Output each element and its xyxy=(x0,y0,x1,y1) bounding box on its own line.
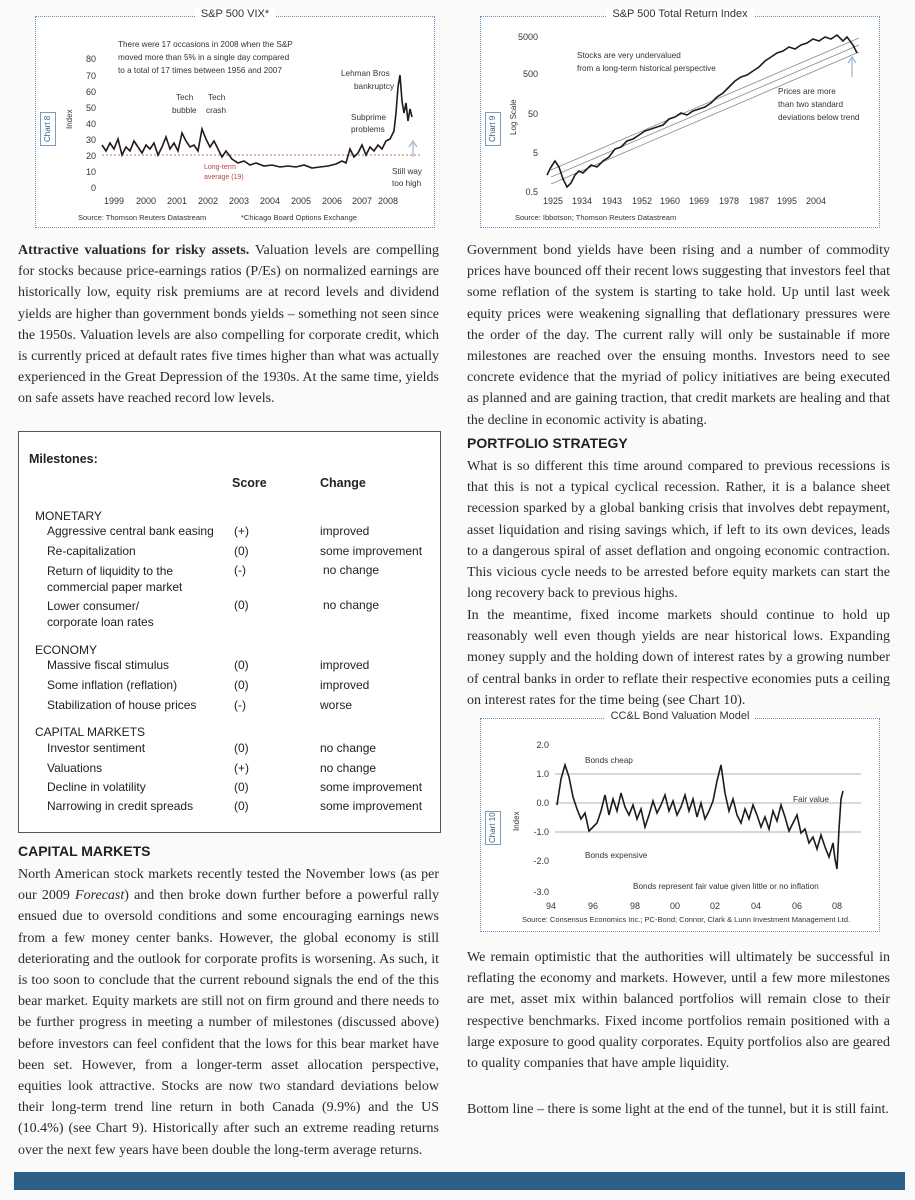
milestones-item: Lower consumer/ corporate loan rates xyxy=(47,599,154,629)
chart-8-xtick: 1999 xyxy=(103,196,125,206)
milestones-item: Massive fiscal stimulus xyxy=(47,658,170,672)
milestones-score: (0) xyxy=(234,741,249,755)
milestones-change: improved xyxy=(320,658,370,672)
chart-8-vix xyxy=(35,8,435,228)
valuations-heading: Attractive valuations for risky assets. xyxy=(18,243,250,258)
chart-8-xtick: 2006 xyxy=(321,196,343,206)
chart-10-ylabel: Index xyxy=(512,811,521,831)
milestones-table xyxy=(18,431,441,833)
chart-8-ytick: 50 xyxy=(85,103,96,113)
chart-8-label-still-high: too high xyxy=(392,179,422,188)
milestones-change: no change xyxy=(320,761,377,775)
chart-10-xtick: 04 xyxy=(750,901,762,911)
chart-8-ytick: 30 xyxy=(85,135,96,145)
chart-10-ytick: 2.0 xyxy=(536,740,549,750)
chart-8-title: S&P 500 VIX* xyxy=(195,8,275,20)
milestones-item: Narrowing in credit spreads xyxy=(47,799,194,813)
chart-8-footnote: *Chicago Board Options Exchange xyxy=(241,213,357,222)
chart-8-ytick: 40 xyxy=(85,119,96,129)
chart-8-xtick: 2007 xyxy=(351,196,373,206)
chart-8-label-tech-crash: crash xyxy=(206,106,227,115)
milestones-change: improved xyxy=(320,678,370,692)
milestones-item: Aggressive central bank easing xyxy=(47,524,214,538)
milestones-item: Re-capitalization xyxy=(47,544,136,558)
milestones-item: Investor sentiment xyxy=(47,741,146,755)
chart-10-ytick: -1.0 xyxy=(533,827,549,837)
chart-9-tag: Chart 9 xyxy=(485,112,501,146)
chart-9-xtick: 1969 xyxy=(688,196,710,206)
chart-10-xtick: 06 xyxy=(791,901,803,911)
chart-8-label-still-high: Still way xyxy=(392,167,423,176)
footer-bar xyxy=(14,1172,905,1190)
chart-10-ytick: 0.0 xyxy=(536,798,549,808)
chart-8-annotation: moved more than 5% in a single day compared xyxy=(118,53,290,62)
chart-8-label-tech-bubble: bubble xyxy=(172,106,197,115)
capital-markets-text-b: ) and then broke down further before a powerful rally ensued due to oversold conditions and some encouraging earnings news from a few money center banks. However, the global economy is still deteriorating and the outlook for corporate profits is worsening. As such, it is too soon to conclude that the current rebound signals the end of the this bear market. Equity markets are still not on firm ground and there needs to be further progress in meeting a number of milestones (discussed above) before investors can feel confident that the lows for this bear market have been set. However, from a longer-term asset allocation perspective, equities look attractive. Stocks are now two standard deviations below their long-term trend line return in both Canada (9.9%) and the US (10.4%) (see Chart 9). Historically after such an extreme reading returns over the next few years have been double the long-term average returns. xyxy=(18,888,440,1158)
milestones-change: some improvement xyxy=(320,780,423,794)
milestones-title: Milestones: xyxy=(29,452,98,466)
chart-8-annotation: to a total of 17 times between 1956 and 2007 xyxy=(118,66,282,75)
valuations-text: Valuation levels are compelling for stocks because price-earnings ratios (P/Es) on normalized earnings are historically low, equity risk premiums are at record levels and dividend yields are higher than government bonds yields – something not seen since the 1950s. Valuation levels are also compelling for corporate credit, which is currently priced at default rates five times higher than what was actually experienced in the Great Depression of the 1930s. At the same time, yields on safe assets have reached record low levels. xyxy=(18,243,439,407)
milestones-item: Return of liquidity to the commercial paper market xyxy=(47,564,183,594)
milestones-score: (0) xyxy=(234,544,249,558)
chart-10-ytick: -2.0 xyxy=(533,856,549,866)
chart-10-xtick: 02 xyxy=(709,901,721,911)
chart-9-sp500-total-return xyxy=(480,8,880,228)
chart-10-xtick: 96 xyxy=(587,901,599,911)
chart-9-label-undervalued: Stocks are very undervalued xyxy=(577,51,681,60)
milestones-group-name: ECONOMY xyxy=(35,643,98,657)
milestones-item: Some inflation (reflation) xyxy=(47,678,178,692)
milestones-score: (0) xyxy=(234,678,249,692)
chart-9-label-more: Prices are more xyxy=(778,87,836,96)
chart-8-ytick: 10 xyxy=(85,167,96,177)
chart-8-xtick: 2001 xyxy=(166,196,188,206)
chart-10-title: CC&L Bond Valuation Model xyxy=(605,710,756,722)
milestones-change: no change xyxy=(323,598,380,612)
milestones-col-score: Score xyxy=(232,476,267,490)
chart-9-label-more: than two standard xyxy=(778,100,844,109)
milestones-change: improved xyxy=(320,524,370,538)
chart-9-ytick: 50 xyxy=(527,109,538,119)
milestones-score: (0) xyxy=(234,598,249,612)
chart-10-xtick: 94 xyxy=(545,901,557,911)
bottom-line-paragraph: Bottom line – there is some light at the end of the tunnel, but it is still faint. xyxy=(467,1102,889,1117)
milestones-group-name: MONETARY xyxy=(35,509,102,523)
chart-8-ytick: 60 xyxy=(85,87,96,97)
forecast-title: Forecast xyxy=(75,888,125,904)
chart-10-ytick: -3.0 xyxy=(533,887,549,897)
chart-8-ytick: 80 xyxy=(85,54,96,64)
milestones-score: (-) xyxy=(234,698,246,712)
chart-10-xtick: 98 xyxy=(629,901,641,911)
chart-8-source: Source: Thomson Reuters Datastream xyxy=(78,213,207,222)
chart-8-xtick: 2000 xyxy=(135,196,157,206)
chart-9-xtick: 1952 xyxy=(631,196,653,206)
chart-8-label-longterm: average (19) xyxy=(204,174,244,181)
chart-8-label-lehman: Lehman Bros xyxy=(341,69,390,78)
chart-8-label-lehman: bankruptcy xyxy=(354,82,395,91)
milestones-change: some improvement xyxy=(320,799,423,813)
chart-8-label-tech-crash: Tech xyxy=(208,93,226,102)
chart-10-xtick: 00 xyxy=(669,901,681,911)
capital-markets-text-a: North American stock markets recently tested the November lows (as per our 2009 xyxy=(18,867,439,904)
chart-9-xtick: 1934 xyxy=(571,196,593,206)
chart-10-source: Source: Consensus Economics Inc.; PC-Bond; Connor, Clark & Lunn Investment Management Ltd. xyxy=(522,915,851,924)
chart-10-ytick: 1.0 xyxy=(536,769,549,779)
milestones-item: Valuations xyxy=(47,761,103,775)
capital-markets-paragraph xyxy=(18,864,439,1161)
chart-8-label-tech-bubble: Tech xyxy=(176,93,194,102)
chart-8-label-subprime: problems xyxy=(351,125,385,134)
milestones-change: worse xyxy=(320,698,353,712)
chart-10-bond-valuation xyxy=(480,710,880,932)
milestones-col-change: Change xyxy=(320,476,366,490)
milestones-score: (0) xyxy=(234,780,249,794)
milestones-group-name: CAPITAL MARKETS xyxy=(35,725,146,739)
chart-9-label-undervalued: from a long-term historical perspective xyxy=(577,64,716,73)
chart-9-ytick: 5000 xyxy=(517,32,538,42)
strategy-paragraph: What is so different this time around compared to previous recessions is that this is not a typical cyclical recession. Rather, it is a balance sheet recession sparked by a global banking crisis that involves debt repayment, asset liquidation and rising savings which, if left to its own devices, leads to a dangerous spiral of asset deflation and ongoing economic contraction. This vicious cycle needs to be arrested before equity markets can start the long recovery back to previous highs. xyxy=(467,459,890,602)
chart-9-arrow-icon xyxy=(848,57,856,77)
milestones-change: some improvement xyxy=(320,544,423,558)
chart-9-xtick: 1978 xyxy=(718,196,740,206)
valuations-paragraph xyxy=(18,240,439,410)
chart-8-ylabel: Index xyxy=(65,109,74,129)
chart-9-ytick: 5 xyxy=(532,148,538,158)
chart-9-ylabel: Log Scale xyxy=(509,99,518,135)
chart-9-xtick: 1925 xyxy=(542,196,564,206)
chart-9-ytick: 500 xyxy=(522,69,538,79)
chart-8-tag: Chart 8 xyxy=(40,112,56,146)
chart-9-plot xyxy=(481,17,879,227)
chart-10-label-note: Bonds represent fair value given little or no inflation xyxy=(633,882,819,891)
chart-8-ytick: 0 xyxy=(90,183,96,193)
chart-10-plot xyxy=(481,719,879,931)
chart-9-ytick: 0.5 xyxy=(525,187,538,197)
chart-8-annotation: There were 17 occasions in 2008 when the S&P xyxy=(118,40,293,49)
chart-8-xtick: 2008 xyxy=(377,196,399,206)
chart-8-xtick: 2004 xyxy=(259,196,281,206)
chart-8-label-longterm: Long-term xyxy=(204,164,236,171)
chart-9-xtick: 1995 xyxy=(776,196,798,206)
chart-9-title: S&P 500 Total Return Index xyxy=(606,8,753,20)
capital-markets-heading: CAPITAL MARKETS xyxy=(18,843,151,859)
milestones-score: (0) xyxy=(234,658,249,672)
chart-9-source: Source: Ibbotson; Thomson Reuters Datastream xyxy=(515,213,677,222)
chart-9-xtick: 1943 xyxy=(601,196,623,206)
chart-10-label-fair: Fair value xyxy=(793,795,829,804)
chart-10-tag: Chart 10 xyxy=(485,811,501,845)
chart-8-xtick: 2003 xyxy=(228,196,250,206)
milestones-change: no change xyxy=(320,741,377,755)
bond-yields-paragraph: Government bond yields have been rising and a number of commodity prices have bounced off their recent lows suggesting that investors feel that some reflation of the system is starting to take hold. Up until last week equity prices were weakening signalling that deflationary pressures were the order of the day. The current rally will only be sustainable if more milestones are reached over the ensuing months. Investors need to see concrete evidence that the myriad of policy initiatives are being executed as planned and are gaining traction, that credit markets are healing and that the decline in economic activity is abating. xyxy=(467,243,890,428)
milestones-score: (+) xyxy=(234,524,249,538)
chart-8-plot xyxy=(36,17,434,227)
chart-10-xtick: 08 xyxy=(831,901,843,911)
chart-8-label-subprime: Subprime xyxy=(351,113,387,122)
milestones-score: (-) xyxy=(234,563,246,577)
milestones-change: no change xyxy=(323,563,380,577)
milestones-item: Stabilization of house prices xyxy=(47,698,197,712)
chart-8-ytick: 70 xyxy=(85,71,96,81)
optimistic-paragraph: We remain optimistic that the authorities will ultimately be successful in reflating the economy and markets. However, until a few more milestones are met, asset mix within balanced portfolios will remain close to their respective benchmarks. Fixed income portfolios remain positioned with a large exposure to good quality corporates. Equity portfolios also are geared to quality companies that have ample liquidity. xyxy=(467,950,890,1072)
fixed-income-paragraph: In the meantime, fixed income markets should continue to hold up reasonably well even though yields are near historical lows. Expanding money supply and the holding down of interest rates by a growing number of central banks in order to reflate their respective economies puts a ceiling on interest rates for the time being (see Chart 10). xyxy=(467,608,890,708)
milestones-item: Decline in volatility xyxy=(47,780,146,794)
chart-10-label-cheap: Bonds cheap xyxy=(585,756,633,765)
chart-9-label-more: deviations below trend xyxy=(778,113,860,122)
milestones-score: (0) xyxy=(234,799,249,813)
milestones-score: (+) xyxy=(234,761,249,775)
chart-8-xtick: 2002 xyxy=(197,196,219,206)
chart-10-label-expensive: Bonds expensive xyxy=(585,851,648,860)
chart-9-xtick: 1987 xyxy=(748,196,770,206)
chart-9-xtick: 1960 xyxy=(659,196,681,206)
chart-9-xtick: 2004 xyxy=(805,196,827,206)
portfolio-strategy-heading: PORTFOLIO STRATEGY xyxy=(467,435,628,451)
chart-8-xtick: 2005 xyxy=(290,196,312,206)
chart-8-ytick: 20 xyxy=(85,151,96,161)
